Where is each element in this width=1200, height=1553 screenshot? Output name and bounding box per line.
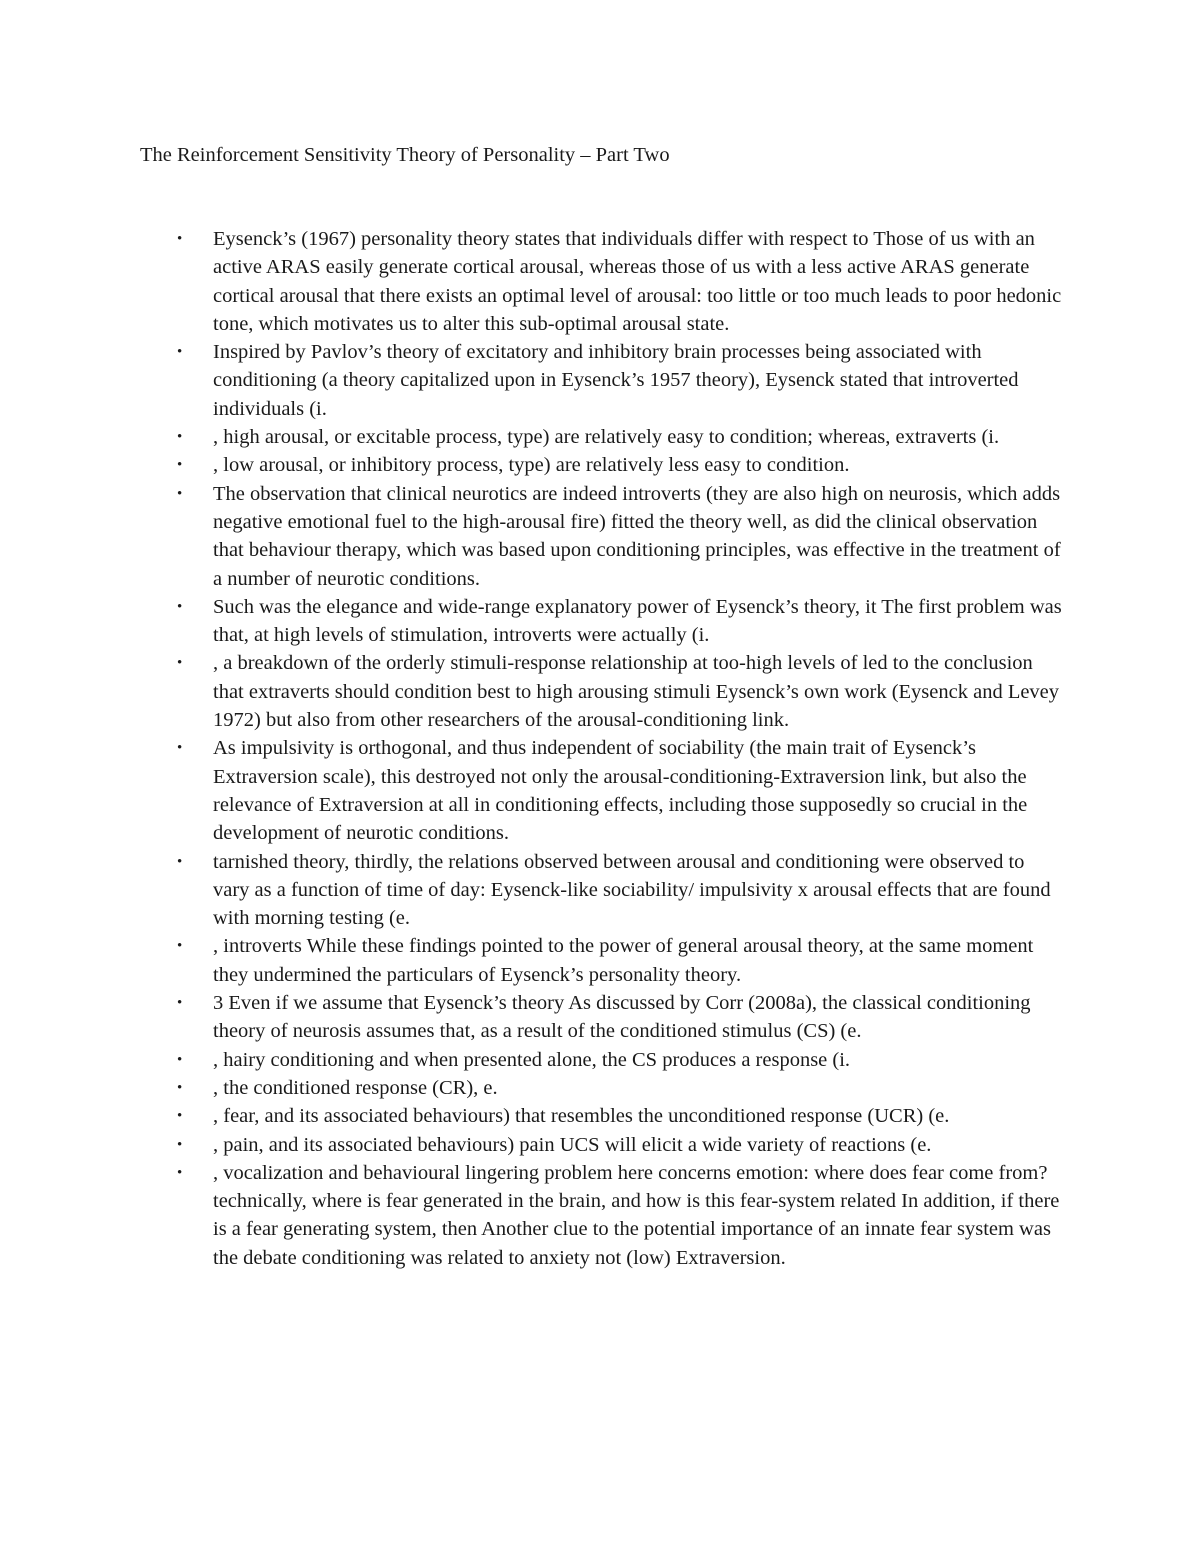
bullet-item: [177, 649, 1063, 734]
bullet-item: [177, 593, 1063, 650]
bullet-text: , high arousal, or excitable process, type) are relatively easy to condition; whereas, extraverts (i.: [213, 426, 1000, 449]
bullet-text: 3 Even if we assume that Eysenck’s theory As discussed by Corr (2008a), the classical conditioning theory of neurosis assumes that, as a result of the conditioned stimulus (CS) (e.: [213, 992, 1031, 1043]
bullet-text: Inspired by Pavlov’s theory of excitatory and inhibitory brain processes being associated with conditioning (a theory capitalized upon in Eysenck’s 1957 theory), Eysenck stated that introverted individuals (i.: [213, 341, 1019, 420]
bullet-text: tarnished theory, thirdly, the relations observed between arousal and conditioning were observed to vary as a function of time of day: Eysenck-like sociability/ impulsivity x arousal effects that are found with morning testing (e.: [213, 850, 1051, 930]
bullet-item: [177, 1046, 1063, 1074]
bullet-dot-icon: •: [177, 1051, 183, 1068]
bullet-dot-icon: •: [177, 598, 183, 615]
bullet-text: , hairy conditioning and when presented alone, the CS produces a response (i.: [213, 1048, 851, 1071]
bullet-item: [177, 225, 1063, 338]
bullet-item: [177, 451, 1063, 479]
bullet-text: Such was the elegance and wide-range explanatory power of Eysenck’s theory, it The first problem was that, at high levels of stimulation, introverts were actually (i.: [213, 595, 1062, 647]
bullet-item: [177, 1131, 1063, 1159]
bullet-item: [177, 1159, 1063, 1272]
bullet-dot-icon: •: [177, 1136, 183, 1153]
bullet-item: [177, 734, 1063, 847]
bullet-dot-icon: •: [177, 1108, 183, 1125]
bullet-dot-icon: •: [177, 995, 183, 1012]
bullet-text: , a breakdown of the orderly stimuli-response relationship at too-high levels of led to the conclusion that extraverts should condition best to high arousing stimuli Eysenck’s own work (Eysenck and Levey 1972) but also from other researchers of the arousal-conditioning link.: [213, 652, 1060, 732]
bullet-text: , vocalization and behavioural lingering problem here concerns emotion: where does fear come from? technically, where is fear generated in the brain, and how is this fear-system related In addition, if there is a fear generating system, then Another clue to the potential importance of an innate fear system was the debate conditioning was related to anxiety not (low) Extraversion.: [213, 1161, 1060, 1269]
bullet-item: [177, 338, 1063, 423]
bullet-item: [177, 1074, 1063, 1102]
bullet-dot-icon: •: [177, 344, 183, 361]
bullet-dot-icon: •: [177, 1164, 183, 1181]
bullet-text: , fear, and its associated behaviours) that resembles the unconditioned response (UCR) (e.: [213, 1105, 950, 1128]
bullet-dot-icon: •: [177, 231, 183, 247]
bullet-text: The observation that clinical neurotics are indeed introverts (they are also high on neurosis, which adds negative emotional fuel to the high-arousal fire) fitted the theory well, as did the clinical observation that behaviour therapy, which was based upon conditioning principles, was effective in the treatment of a number of neurotic conditions.: [213, 482, 1061, 590]
bullet-text: , introverts While these findings pointed to the power of general arousal theory, at the same moment they undermined the particulars of Eysenck’s personality theory.: [213, 935, 1034, 986]
bullet-text: , pain, and its associated behaviours) pain UCS will elicit a wide variety of reactions (e.: [213, 1133, 932, 1156]
bullet-dot-icon: •: [177, 457, 183, 474]
bullet-text: , the conditioned response (CR), e.: [213, 1076, 498, 1099]
bullet-dot-icon: •: [177, 485, 183, 502]
bullet-dot-icon: •: [177, 1079, 183, 1096]
bullet-item: [177, 480, 1063, 593]
bullet-dot-icon: •: [177, 655, 183, 672]
bullet-text: Eysenck’s (1967) personality theory states that individuals differ with respect to Those of us with an active ARAS easily generate cortical arousal, whereas those of us with a less active ARAS generate cortical arousal that there exists an optimal level of arousal: too little or too much leads to poor hedonic tone, which motivates us to alter this sub-optimal arousal state.: [213, 228, 1062, 335]
bullet-item: [177, 423, 1063, 451]
bullet-list: [177, 225, 1063, 1272]
bullet-item: [177, 932, 1063, 989]
bullet-dot-icon: •: [177, 853, 183, 870]
bullet-dot-icon: •: [177, 740, 183, 757]
bullet-dot-icon: •: [177, 938, 183, 955]
bullet-text: , low arousal, or inhibitory process, type) are relatively less easy to condition.: [213, 454, 850, 477]
bullet-text: As impulsivity is orthogonal, and thus independent of sociability (the main trait of Eysenck’s Extraversion scale), this destroyed not only the arousal-conditioning-Extraversion link, but also the relevance of Extraversion at all in conditioning effects, including those supposedly so crucial in the development of neurotic conditions.: [213, 737, 1028, 845]
bullet-item: [177, 848, 1063, 933]
bullet-dot-icon: •: [177, 429, 183, 446]
bullet-item: [177, 989, 1063, 1046]
bullet-item: [177, 1102, 1063, 1130]
document-title: The Reinforcement Sensitivity Theory of Personality – Part Two: [140, 144, 670, 166]
